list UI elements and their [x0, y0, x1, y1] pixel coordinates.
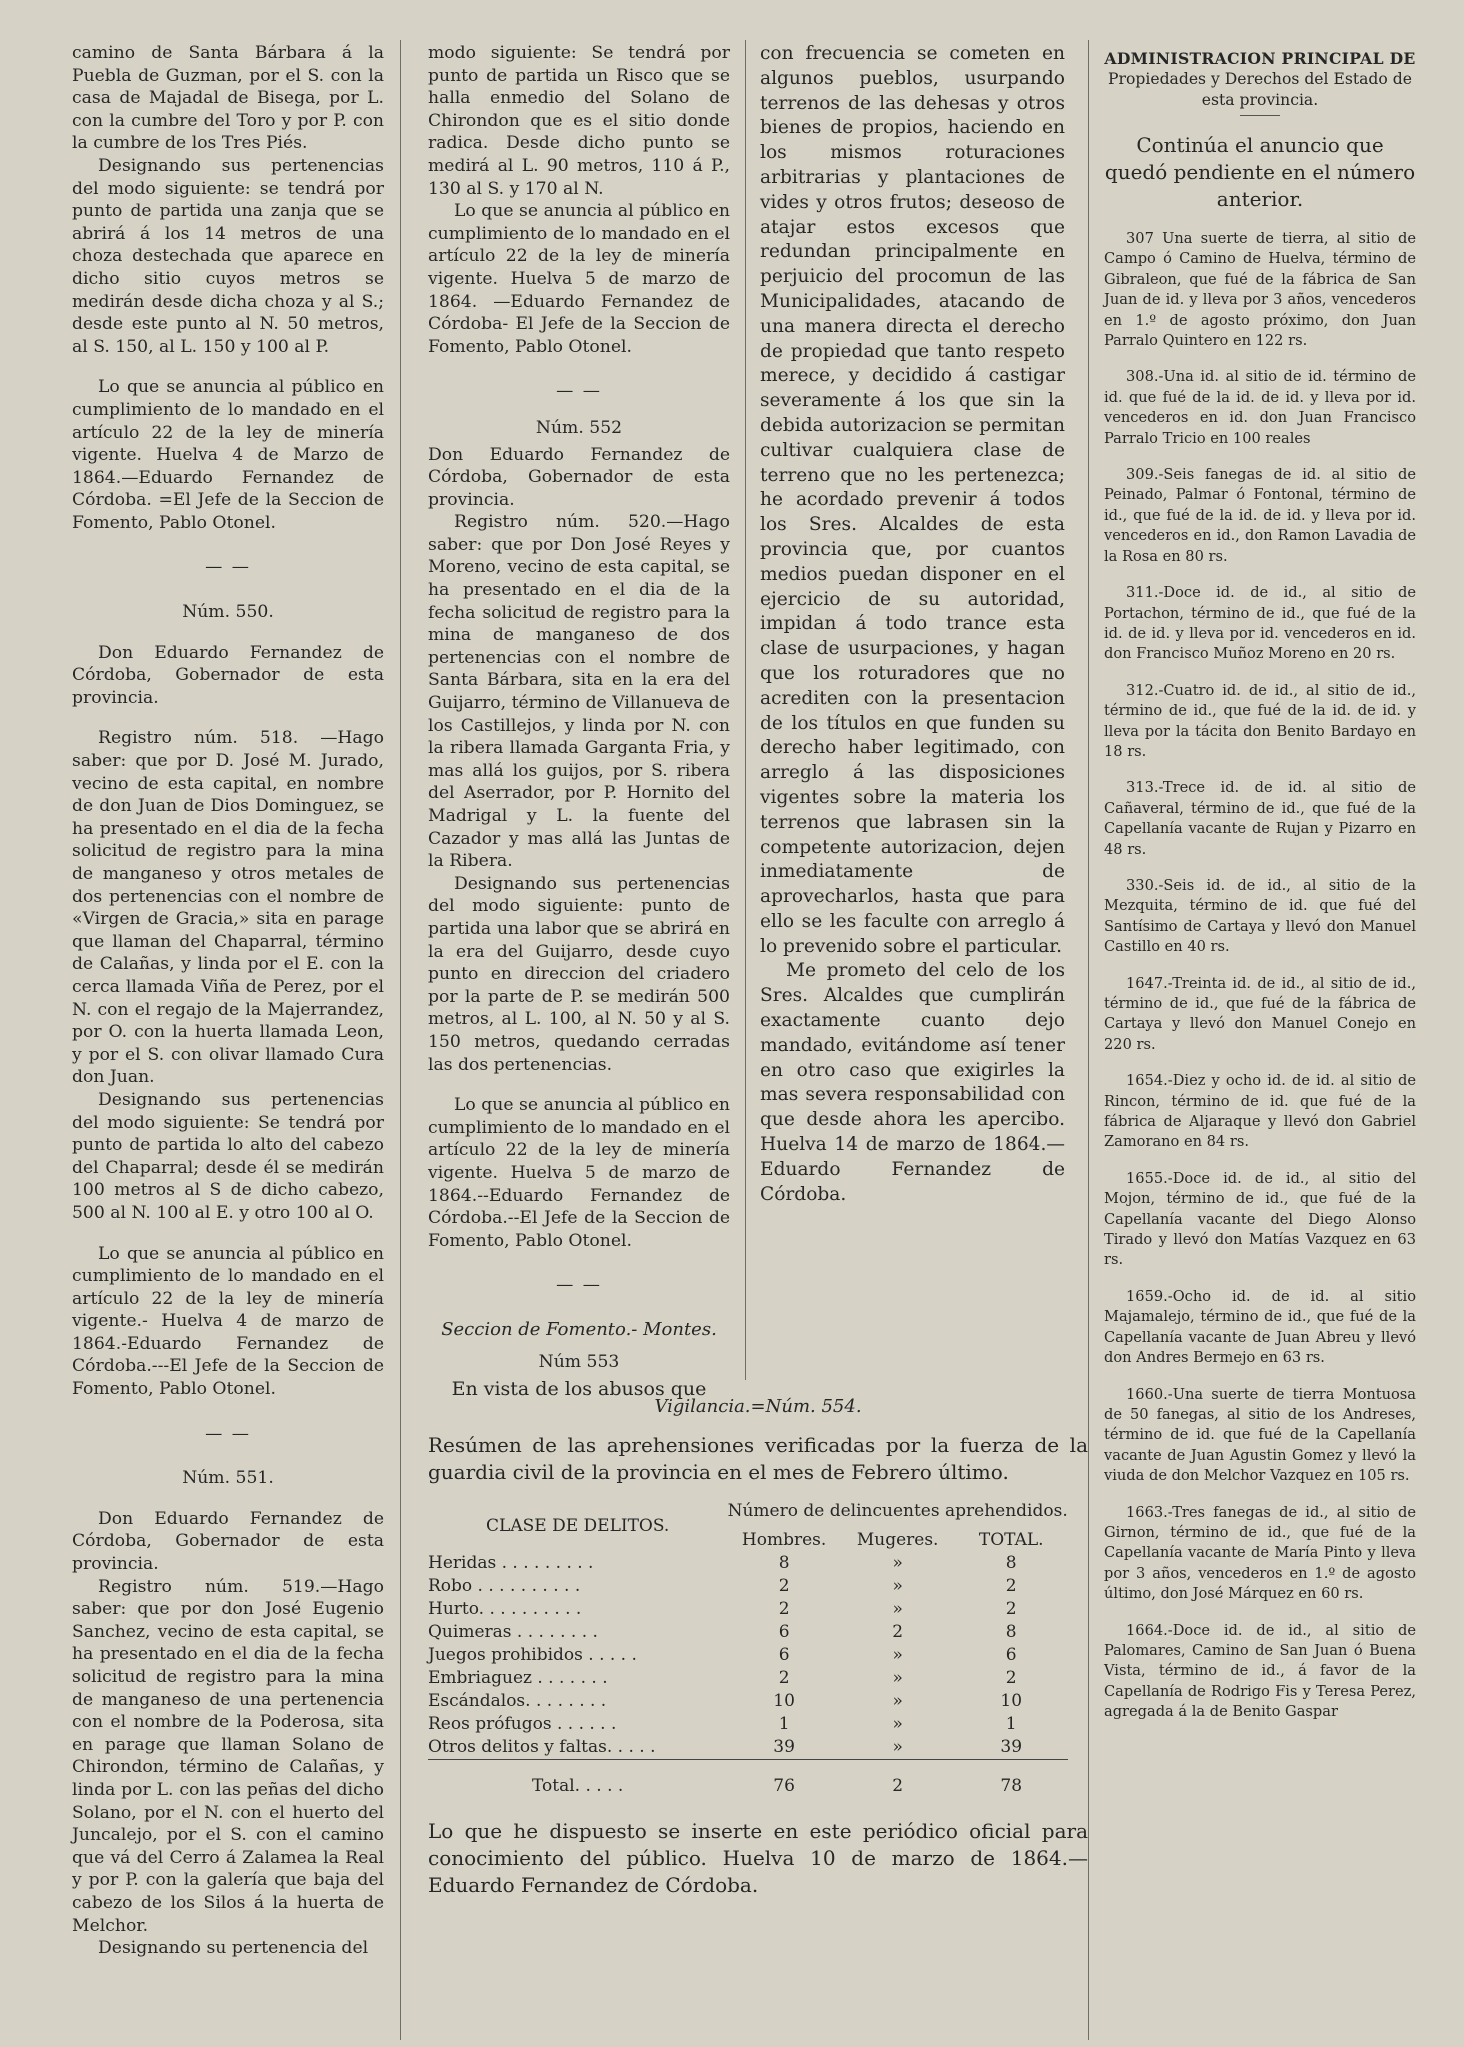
count-total: 1: [1005, 1714, 1017, 1734]
separator: [1240, 115, 1280, 116]
section-subtitle: Continúa el anuncio que quedó pendiente en el número anterior.: [1104, 133, 1416, 211]
paragraph: En vista de los abusos que: [451, 1378, 707, 1401]
crime-label: Heridas . . . . . . . . .: [428, 1553, 594, 1573]
notice-heading: Don Eduardo Fernandez de Córdoba, Gobernador de esta provincia.: [72, 1508, 384, 1575]
count-hombres: 2: [778, 1599, 790, 1619]
table-total-row: [428, 1761, 1068, 1798]
column-rule: [1088, 40, 1089, 2040]
count-hombres: 2: [778, 1668, 790, 1688]
table-row: [428, 1713, 1068, 1736]
column-3: [760, 42, 1065, 1207]
property-entry: 1664.-Doce id. de id., al sitio de Palomares, Camino de San Juan ó Buena Vista, término de id., á favor de la Capellanía de Rodrigo Fis y Teresa Perez, agregada á la de Benito Gaspar: [1104, 1621, 1416, 1721]
property-entry: 309.-Seis fanegas de id. al sitio de Peinado, Palmar ó Fontonal, término de id., que fué de la id. de id. y lleva por id. vencederos en id., don Ramon Lavadia de la Rosa en 80 rs.: [1104, 466, 1416, 565]
separator: — —: [556, 381, 602, 402]
paragraph: Designando su pertenencia del: [98, 1938, 369, 1959]
section-title-line-2: Propiedades y Derechos del Estado de esta provincia.: [1108, 70, 1412, 109]
paragraph: Registro núm. 518. —Hago saber: que por D. José M. Jurado, vecino de esta capital, en nombre de don Juan de Dios Dominguez, se ha presentado en el dia de la fecha solicitud de registro para la mina de manganeso y otros metales de dos pertenencias con el nombre de «Virgen de Gracia,» sita en parage que llaman del Chaparral, término de Calañas, y linda por el E. con la cerca llamada Viña de Perez, por el N. con el regajo de la Majerrandez, por O. con la huerta llamada Leon, y por el S. con olivar llamado Cura don Juan.: [72, 728, 384, 1088]
column-1: [72, 42, 384, 1960]
property-entry: 1654.-Diez y ocho id. de id. al sitio de Rincon, término de id. que fué de la fábrica de Aljaraque y llevó don Gabriel Zamorano en 84 rs.: [1104, 1072, 1416, 1151]
paragraph: Lo que se anuncia al público en cumplimiento de lo mandado en el artículo 22 de la ley de minería vigente. Huelva 4 de Marzo de 1864.—Eduardo Fernandez de Córdoba. =El Jefe de la Seccion de Fomento, Pablo Otonel.: [72, 377, 384, 533]
entry-list: [1104, 229, 1416, 1723]
block-heading: Vigilancia.=Núm. 554.: [654, 1396, 862, 1417]
table-row: [428, 1644, 1068, 1667]
notice-number: Núm. 551.: [182, 1468, 274, 1489]
count-total: 8: [1005, 1553, 1017, 1573]
table-header-clase: CLASE DE DELITOS.: [486, 1515, 670, 1536]
property-entry: 1655.-Doce id. de id., al sitio del Mojon, término de id., que fué de la Capellanía vacante del Diego Alonso Tirado y llevó don Matías Vazquez en 63 rs.: [1104, 1169, 1416, 1269]
table-row: [428, 1598, 1068, 1621]
count-total: 8: [1005, 1622, 1017, 1642]
count-mugeres: 2: [892, 1622, 904, 1642]
paragraph: Lo que se anuncia al público en cumplimiento de lo mandado en el artículo 22 de la ley de minería vigente. Huelva 5 de marzo de 1864.--Eduardo Fernandez de Córdoba.--El Jefe de la Seccion de Fomento, Pablo Otonel.: [428, 1095, 730, 1251]
count-mugeres: »: [892, 1599, 903, 1619]
count-mugeres: »: [892, 1714, 903, 1734]
arrest-table: [428, 1494, 1068, 1798]
crime-label: Escándalos. . . . . . . .: [428, 1691, 607, 1711]
total-total: 78: [1000, 1776, 1023, 1796]
table-row: [428, 1667, 1068, 1690]
crime-label: Robo . . . . . . . . . .: [428, 1576, 581, 1596]
table-header-numero: Número de delincuentes aprehendidos.: [727, 1501, 1068, 1521]
notice-number: Núm. 552: [535, 417, 623, 438]
count-hombres: 10: [773, 1691, 795, 1711]
count-mugeres: »: [892, 1737, 903, 1757]
vigilancia-block: [428, 1395, 1088, 1899]
property-entry: 1647.-Treinta id. de id., al sitio de id., término de id., que fué de la fábrica de Cartaya y llevó don Manuel Conejo en 220 rs.: [1104, 974, 1416, 1053]
crime-label: Hurto. . . . . . . . . .: [428, 1599, 582, 1619]
paragraph: Designando sus pertenencias del modo siguiente: punto de partida una labor que se abrirá en la era del Guijarro, desde cuyo punto en direccion del criadero por la parte de P. se medirán 500 metros, al L. 100, al N. 50 y al S. 150 metros, quedando cerradas las dos pertenencias.: [428, 873, 730, 1075]
property-entry: 308.-Una id. al sitio de id. término de id. que fué de la id. de id. y lleva por id. vencederos en id. don Juan Francisco Parralo Tricio en 100 reales: [1104, 368, 1416, 447]
property-entry: 1663.-Tres fanegas de id., al sitio de Girnon, término de id., que fué de la Capellanía vacante de María Pinto y lleva por 3 años, vencederos en 1.º de agosto último, don José Márquez en 60 rs.: [1104, 1503, 1416, 1603]
paragraph: camino de Santa Bárbara á la Puebla de Guzman, por el S. con la casa de Majadal de Bisega, por L. con la cumbre del Toro y por P. con la cumbre de los Tres Piés.: [72, 43, 384, 154]
paragraph: Designando sus pertenencias del modo siguiente: Se tendrá por punto de partida lo alto del cabezo del Chaparral; desde él se medirán 100 metros al S de dicho cabezo, 500 al N. 100 al E. y otro 100 al O.: [72, 1089, 384, 1223]
table-row: [428, 1575, 1068, 1598]
separator: — —: [205, 1423, 251, 1444]
crime-label: Quimeras . . . . . . . .: [428, 1622, 598, 1642]
table-row: [428, 1736, 1068, 1760]
crime-label: Reos prófugos . . . . . .: [428, 1714, 617, 1734]
property-entry: 330.-Seis id. de id., al sitio de la Mezquita, término de id. que fué del Santísimo de Cartaya y llevó don Manuel Castillo en 40 rs.: [1104, 876, 1416, 956]
count-total: 2: [1005, 1668, 1017, 1688]
column-4: [1104, 42, 1416, 1739]
count-hombres: 6: [778, 1645, 790, 1665]
total-label: Total. . . . .: [532, 1776, 624, 1796]
paragraph: Registro núm. 520.—Hago saber: que por Don José Reyes y Moreno, vecino de esta capital, se ha presentado en el dia de la fecha solicitud de registro para la mina de manganeso de dos pertenencias con el nombre de Santa Bárbara, sita en la era del Guijarro, término de Villanueva de los Castillejos, y linda por N. con la ribera llamada Garganta Fria, y mas allá los guijos, por S. ribera del Aserrador, por P. Hornito del Madrigal y L. la fuente del Cazador y mas allá las Juntas de la Ribera.: [428, 512, 730, 872]
paragraph: Designando sus pertenencias del modo siguiente: se tendrá por punto de partida una zanja que se abrirá á los 14 metros de una choza destechada que aparece en dicho sitio cuyos metros se medirán desde dicha choza y al S.; desde este punto al N. 50 metros, al S. 150, al L. 150 y 100 al P.: [72, 155, 384, 357]
crime-label: Juegos prohibidos . . . . .: [428, 1645, 637, 1665]
crime-label: Otros delitos y faltas. . . . .: [428, 1737, 656, 1757]
table-row: [428, 1552, 1068, 1575]
count-total: 39: [1000, 1737, 1023, 1757]
count-mugeres: »: [892, 1668, 903, 1688]
table-header-total: TOTAL.: [978, 1530, 1044, 1550]
property-entry: 307 Una suerte de tierra, al sitio de Campo ó Camino de Huelva, término de Gibraleon, que fué de la fábrica de San Juan de id. y lleva por 3 años, vencederos en 1.º de agosto próximo, don Juan Parralo Quintero en 122 rs.: [1104, 230, 1416, 350]
section-heading: Seccion de Fomento.- Montes.: [441, 1318, 717, 1340]
notice-heading: Don Eduardo Fernandez de Córdoba, Gobernador de esta provincia.: [428, 444, 730, 510]
table-body: [428, 1552, 1068, 1760]
column-rule: [400, 40, 401, 2040]
paragraph: Lo que se anuncia al público en cumplimiento de lo mandado en el artículo 22 de la ley de minería vigente. Huelva 5 de marzo de 1864. —Eduardo Fernandez de Córdoba- El Jefe de la Seccion de Fomento, Pablo Otonel.: [428, 201, 730, 357]
table-row: [428, 1690, 1068, 1713]
column-2: [428, 42, 730, 1401]
crime-label: Embriaguez . . . . . . .: [428, 1668, 608, 1688]
count-hombres: 2: [778, 1576, 790, 1596]
property-entry: 1659.-Ocho id. de id. al sitio Majamalejo, término de id., que fué de la Capellanía vacante de Juan Abreu y llevó don Andres Bermejo en 63 rs.: [1104, 1287, 1416, 1367]
paragraph: modo siguiente: Se tendrá por punto de partida un Risco que se halla enmedio del Solano de Chirondon que es el sitio donde radica. Desde dicho punto se medirá al L. 90 metros, 110 á P., 130 al S. y 170 al N.: [428, 43, 730, 199]
count-hombres: 1: [778, 1714, 790, 1734]
property-entry: 313.-Trece id. de id. al sitio de Cañaveral, término de id., que fué de la Capellanía vacante de Rujan y Pizarro en 48 rs.: [1104, 779, 1416, 858]
count-mugeres: »: [892, 1553, 903, 1573]
block-closing: Lo que he dispuesto se inserte en este periódico oficial para conocimiento del público. Huelva 10 de marzo de 1864.—Eduardo Fernandez de Córdoba.: [428, 1819, 1088, 1897]
count-hombres: 8: [778, 1553, 790, 1573]
count-hombres: 39: [773, 1737, 795, 1757]
table-header-mugeres: Mugeres.: [856, 1530, 939, 1550]
paragraph: con frecuencia se cometen en algunos pueblos, usurpando terrenos de las dehesas y otros bienes de propios, haciendo en los mismos roturaciones arbitrarias y plantaciones de vides y otros frutos; deseoso de atajar estos excesos que redundan principalmente en perjuicio del procomun de las Municipalidades, atacando de una manera directa el derecho de propiedad que tanto respeto merece, y decidido á castigar severamente á los que sin la debida autorizacion se permitan cultivar cualquiera clase de terreno que no les pertenezca; he acordado prevenir á todos los Sres. Alcaldes de esta provincia que, por cuantos medios puedan disponer en el ejercicio de su autoridad, impidan á todo trance esta clase de usurpaciones, y hagan que los roturadores que no acrediten con la presentacion de los títulos en que funden su derecho haber legitimado, con arreglo á las disposiciones vigentes sobre la materia los terrenos que labrasen sin la competente autorizacion, dejen inmediatamente de aprovecharlos, hasta que para ello se les faculte con arreglo á lo prevenido sobre el particular.: [760, 43, 1065, 957]
section-title: [1104, 48, 1416, 111]
notice-heading: Don Eduardo Fernandez de Córdoba, Gobernador de esta provincia.: [72, 642, 384, 708]
separator: — —: [556, 1275, 602, 1296]
total-mugeres: 2: [892, 1776, 904, 1796]
total-hombres: 76: [773, 1776, 795, 1796]
property-entry: 312.-Cuatro id. de id., al sitio de id., término de id., que fué de la id. de id. y lleva por la tácita don Benito Bardayo en 18 rs.: [1104, 681, 1416, 760]
section-title-line-1: ADMINISTRACION PRINCIPAL DE: [1104, 49, 1416, 68]
notice-number: Núm. 550.: [182, 602, 274, 623]
count-total: 10: [1000, 1691, 1023, 1711]
count-mugeres: »: [892, 1691, 903, 1711]
paragraph: Me prometo del celo de los Sres. Alcaldes que cumplirán exactamente cuanto dejo mandado, evitándome así tener en otro caso que exigirles la mas severa responsabilidad con que desde ahora les apercibo. Huelva 14 de marzo de 1864.—Eduardo Fernandez de Córdoba.: [760, 960, 1065, 1205]
property-entry: 1660.-Una suerte de tierra Montuosa de 50 fanegas, al sitio de los Andreses, término de id. que fué de la Capellanía vacante de Juan Agustin Gomez y llevó la viuda de don Melchor Vazquez en 105 rs.: [1104, 1385, 1416, 1485]
table-row: [428, 1621, 1068, 1644]
separator: — —: [205, 557, 251, 578]
count-mugeres: »: [892, 1645, 903, 1665]
table-header-hombres: Hombres.: [741, 1530, 827, 1550]
block-intro: Resúmen de las aprehensiones verificadas por la fuerza de la guardia civil de la provincia en el mes de Febrero último.: [428, 1433, 1088, 1484]
count-total: 6: [1005, 1645, 1017, 1665]
paragraph: Lo que se anuncia al público en cumplimiento de lo mandado en el artículo 22 de la ley de minería vigente.- Huelva 4 de marzo de 1864.-Eduardo Fernandez de Córdoba.---El Jefe de la Seccion de Fomento, Pablo Otonel.: [72, 1243, 384, 1400]
count-total: 2: [1005, 1599, 1017, 1619]
count-mugeres: »: [892, 1576, 903, 1596]
count-hombres: 6: [778, 1622, 790, 1642]
property-entry: 311.-Doce id. de id., al sitio de Portachon, término de id., que fué de la id. de id. y lleva por id. vencederos en id. don Francisco Muñoz Moreno en 20 rs.: [1104, 584, 1416, 663]
paragraph: Registro núm. 519.—Hago saber: que por don José Eugenio Sanchez, vecino de esta capital, se ha presentado en el dia de la fecha solicitud de registro para la mina de manganeso de una pertenencia con el nombre de la Poderosa, sita en parage que llaman Solano de Chirondon, término de Calañas, y linda por L. con las peñas del dicho Solano, por el N. con el huerto del Juncalejo, por el S. con el camino que vá del Cerro á Zalamea la Real y por P. con la galería que baja del cabezo de los Silos á la huerta de Melchor.: [72, 1576, 384, 1936]
column-rule: [745, 40, 746, 1380]
count-total: 2: [1005, 1576, 1017, 1596]
notice-number: Núm 553: [538, 1352, 620, 1373]
